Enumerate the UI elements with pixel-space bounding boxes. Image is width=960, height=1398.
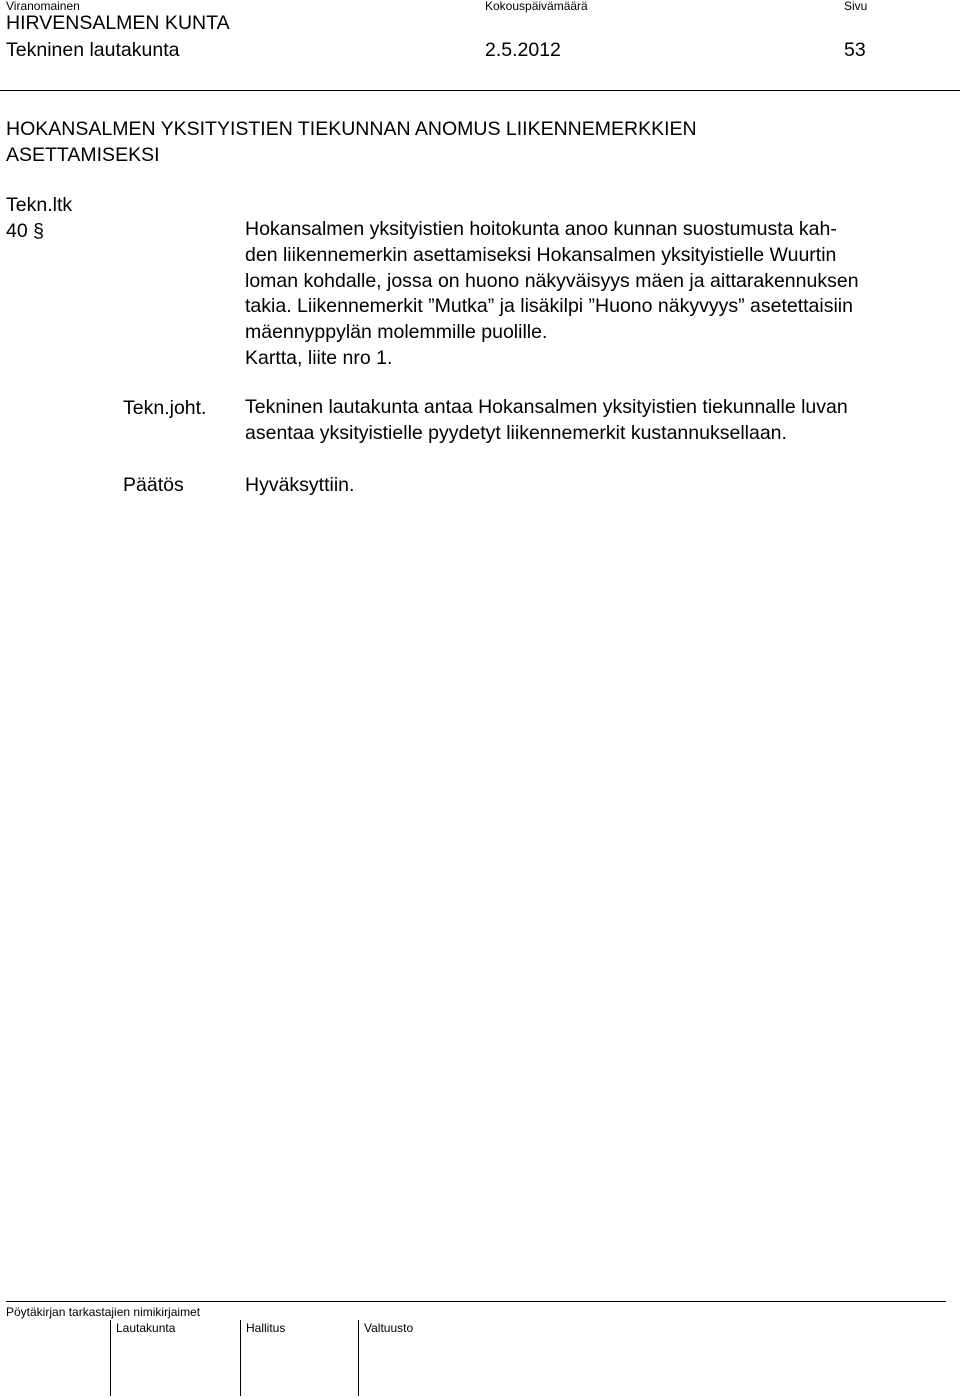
- board-name: Tekninen lautakunta: [6, 39, 180, 61]
- municipality-name: HIRVENSALMEN KUNTA: [6, 12, 230, 34]
- proposal-label: Tekn.joht.: [123, 397, 207, 419]
- title-line-1: HOKANSALMEN YKSITYISTIEN TIEKUNNAN ANOMUS LIIKENNEMERKKIEN: [6, 118, 697, 140]
- signature-column-divider: [358, 1320, 359, 1396]
- section-number: 40 §: [6, 220, 44, 242]
- header-divider: [0, 90, 960, 91]
- page-number: 53: [844, 39, 866, 61]
- proposal-line: asentaa yksityistielle pyydetyt liikennemerkit kustannuksellaan.: [245, 421, 787, 444]
- signature-column-divider: [110, 1320, 111, 1396]
- decision-label: Päätös: [123, 474, 184, 496]
- item-description: [245, 217, 859, 372]
- description-line: den liikennemerkin asettamiseksi Hokansalmen yksityistielle Wuurtin: [245, 243, 837, 266]
- signatures-caption: Pöytäkirjan tarkastajien nimikirjaimet: [6, 1305, 201, 1319]
- board-signature-label: Lautakunta: [116, 1321, 176, 1335]
- description-line: mäennyppylän molemmille puolille.: [245, 321, 548, 344]
- description-line: takia. Liikennemerkit ”Mutka” ja lisäkilpi ”Huono näkyvyys” asetettaisiin: [245, 295, 853, 318]
- description-line: Hokansalmen yksityistien hoitokunta anoo kunnan suostumusta kah-: [245, 218, 837, 240]
- committee-abbrev: Tekn.ltk: [6, 194, 73, 216]
- decision-text: Hyväksyttiin.: [245, 474, 355, 496]
- authority-label: Viranomainen: [6, 0, 80, 13]
- description-line: Kartta, liite nro 1.: [245, 346, 393, 369]
- footer-divider: [6, 1301, 946, 1302]
- signature-column-divider: [240, 1320, 241, 1396]
- proposal-text: [245, 395, 848, 447]
- meeting-date-label: Kokouspäivämäärä: [485, 0, 588, 13]
- proposal-line: Tekninen lautakunta antaa Hokansalmen yksityistien tiekunnalle luvan: [245, 396, 848, 418]
- council-signature-label: Valtuusto: [364, 1321, 414, 1335]
- executive-signature-label: Hallitus: [246, 1321, 286, 1335]
- description-line: loman kohdalle, jossa on huono näkyväisyys mäen ja aittarakennuksen: [245, 269, 859, 292]
- page-number-label: Sivu: [844, 0, 868, 13]
- meeting-date: 2.5.2012: [485, 39, 561, 61]
- title-line-2: ASETTAMISEKSI: [6, 144, 160, 166]
